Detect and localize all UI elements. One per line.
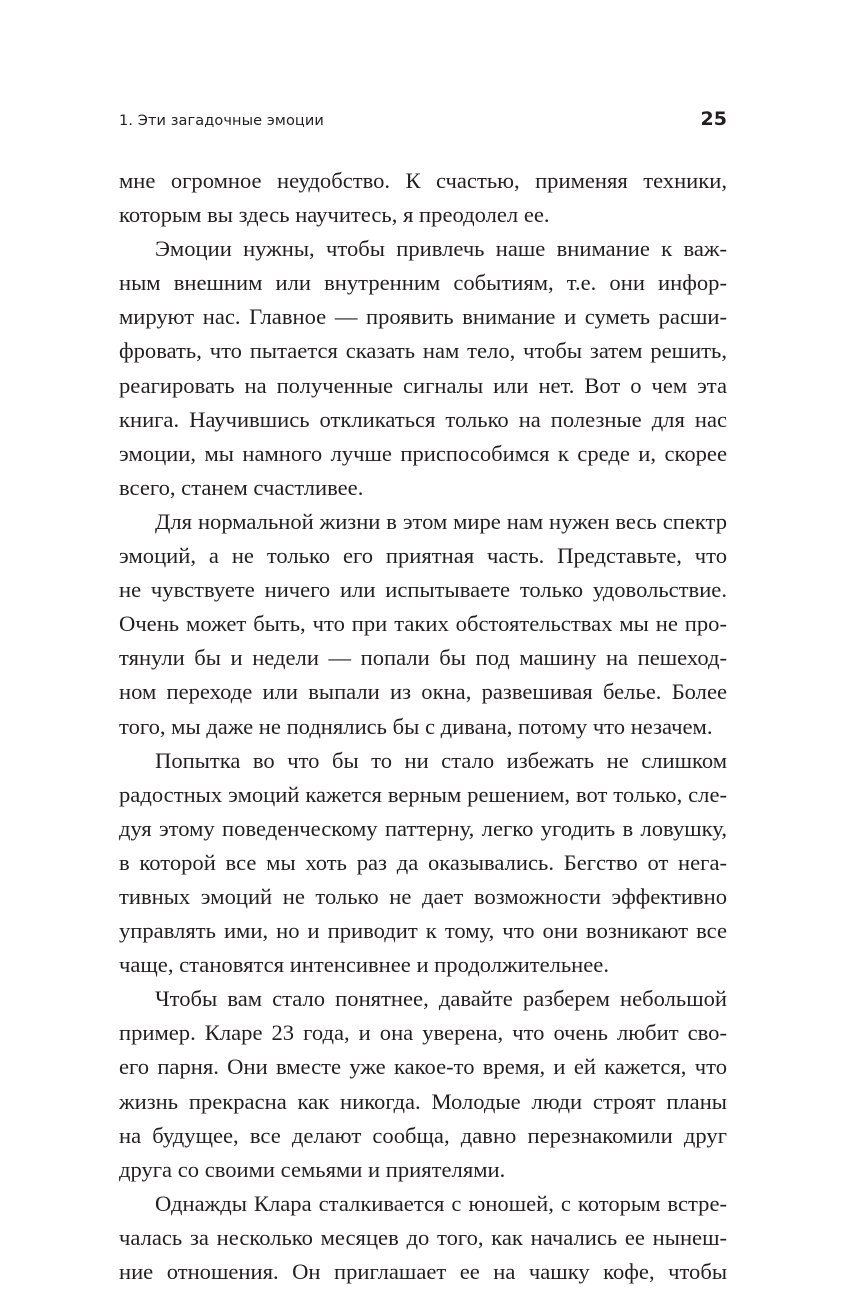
text-line: управлять ими, но и приводит к тому, что они возникают все <box>119 918 727 944</box>
text-line: на будущее, все делают сообща, давно перезнакомили друг <box>119 1122 727 1148</box>
text-line: всего, станем счастливее. <box>119 474 364 500</box>
body-text <box>119 164 727 1289</box>
text-line: чалась за несколько месяцев до того, как начались ее нынеш- <box>119 1224 727 1250</box>
text-line: в которой все мы хоть раз да оказывались. Бегство от нега- <box>119 849 727 875</box>
paragraph <box>119 164 727 232</box>
chapter-title: 1. Эти загадочные эмоции <box>119 113 324 129</box>
text-line: фровать, что пытается сказать нам тело, чтобы затем решить, <box>119 338 727 364</box>
paragraph <box>119 982 727 1187</box>
text-line: того, мы даже не поднялись бы с дивана, потому что незачем. <box>119 713 713 739</box>
text-line: пример. Кларе 23 года, и она уверена, что очень любит сво- <box>119 1020 727 1046</box>
text-line: тянули бы и недели — попали бы под машину на пешеход- <box>119 645 727 671</box>
text-line: ном переходе или выпали из окна, развешивая белье. Более <box>119 679 727 705</box>
text-line: Очень может быть, что при таких обстоятельствах мы не про- <box>119 611 727 637</box>
text-line: тивных эмоций не только не дает возможности эффективно <box>119 883 727 909</box>
page-number: 25 <box>700 108 727 130</box>
text-line: Чтобы вам стало понятнее, давайте разберем небольшой <box>155 986 727 1012</box>
text-line: мне огромное неудобство. К счастью, применяя техники, <box>119 168 727 193</box>
text-line: эмоций, а не только его приятная часть. Представьте, что <box>119 543 727 569</box>
text-line: мируют нас. Главное — проявить внимание и суметь расши- <box>119 304 727 330</box>
text-line: ным внешним или внутренним событиям, т.е. они инфор- <box>119 270 727 296</box>
text-line: Попытка во что бы то ни стало избежать не слишком <box>155 747 727 773</box>
text-line: которым вы здесь научитесь, я преодолел ее. <box>119 202 550 228</box>
paragraph <box>119 505 727 744</box>
paragraph <box>119 232 727 505</box>
text-line: его парня. Они вместе уже какое-то время, и ей кажется, что <box>119 1054 727 1080</box>
paragraph <box>119 1187 727 1289</box>
text-line: ние отношения. Он приглашает ее на чашку кофе, чтобы <box>119 1259 727 1284</box>
text-line: дуя этому поведенческому паттерну, легко угодить в ловушку, <box>119 815 727 841</box>
text-line: эмоции, мы намного лучше приспособимся к среде и, скорее <box>119 440 727 466</box>
text-line: чаще, становятся интенсивнее и продолжительнее. <box>119 952 609 978</box>
text-line: радостных эмоций кажется верным решением, вот только, сле- <box>119 781 727 807</box>
running-head <box>119 108 727 136</box>
text-line: Для нормальной жизни в этом мире нам нужен весь спектр <box>155 508 727 534</box>
text-line: реагировать на полученные сигналы или нет. Вот о чем эта <box>119 372 727 398</box>
paragraph <box>119 744 727 983</box>
text-line: не чувствуете ничего или испытываете только удовольствие. <box>119 577 727 603</box>
text-line: Эмоции нужны, чтобы привлечь наше внимание к важ- <box>155 236 727 262</box>
text-line: жизнь прекрасна как никогда. Молодые люди строят планы <box>119 1088 727 1114</box>
text-line: книга. Научившись откликаться только на полезные для нас <box>119 406 727 432</box>
text-line: Однажды Клара сталкивается с юношей, с которым встре- <box>155 1190 727 1216</box>
text-line: друга со своими семьями и приятелями. <box>119 1156 506 1182</box>
